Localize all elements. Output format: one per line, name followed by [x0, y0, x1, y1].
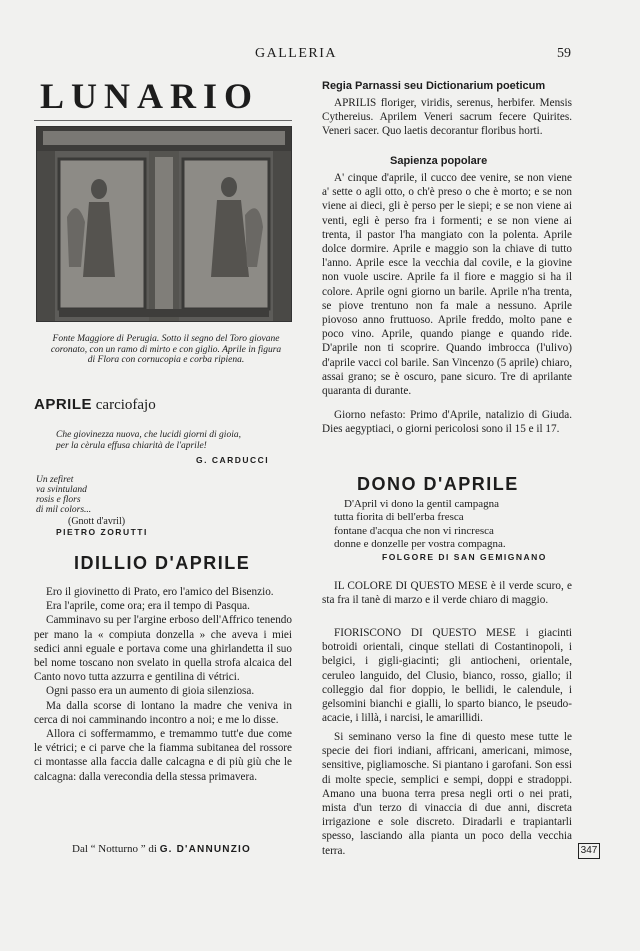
- aprile-subheading: carciofajo: [95, 397, 156, 413]
- running-header: [0, 46, 640, 66]
- giorno-nefasto-paragraph: Giorno nefasto: Primo d'Aprile, natalizio di Giuda. Dies aegyptiaci, o giorni pericolosi sono il 15 e il 17.: [322, 409, 572, 436]
- epigraph-author: G. CARDUCCI: [196, 455, 270, 465]
- aprile-label: APRILE: [34, 396, 93, 413]
- sapienza-heading: Sapienza popolare: [390, 155, 488, 167]
- attribution-prefix: Dal “ Notturno ” di: [72, 843, 157, 855]
- fioriscono-paragraph: FIORISCONO DI QUESTO MESE i giacinti botroidi orientali, cinque stellati di Costantinopoli, i belgici, i gigli-giacinti; gli antiocheni, orientale, ceruleo languido, del Clusio, bianco, rosso, giallo; il colleggio dal fior doppio, le bellidi, le calendule, i gelsomini bianchi e gialli, lo sparto bianco, le pseudo-acacie, i lillà, i narcisi, le amarillidi.: [322, 627, 572, 725]
- aprilis-paragraph: APRILIS floriger, viridis, serenus, herbifer. Mensis Cythereius. Aprilem Veneri sacrum fecere Quirites. Veneri sacer. Quo laetis decorantur floribus horti.: [322, 97, 572, 138]
- paragraph: Ogni passo era un aumento di gioia silenziosa.: [46, 685, 255, 698]
- verse-line: va svintuland: [36, 485, 87, 495]
- idillio-title: IDILLIO D'APRILE: [74, 553, 251, 573]
- verse-line: di mil colors...: [36, 505, 92, 515]
- friulian-verse: [36, 475, 91, 515]
- title-rule: [34, 120, 292, 121]
- page-number: 59: [557, 46, 571, 61]
- paragraph: Camminavo su per l'argine erboso dell'Affrico tenendo per mano la « compiuta donzella » che aveva i miei sedici anni eguale e portava come una ghirlandetta il suo bel nome toscano non svelato in quella strofa alcaica del Canto novo tutta azzurra e gentilina di vétrici.: [34, 614, 292, 684]
- verse-line: rosis e flors: [36, 495, 81, 505]
- epigraph-line: Che giovinezza nuova, che lucidi giorni di gioia,: [56, 430, 241, 440]
- poem-line: tutta fiorita di bell'erba fresca: [334, 511, 464, 524]
- running-title: GALLERIA: [255, 46, 337, 61]
- carducci-epigraph: [56, 430, 292, 452]
- regia-heading: Regia Parnassi seu Dictionarium poeticum: [322, 80, 546, 92]
- verse-line: Un zefiret: [36, 475, 74, 485]
- friulian-source: (Gnott d'avril): [68, 516, 126, 527]
- epigraph-line: per la cèrula effusa chiarità de l'aprile!: [56, 441, 207, 451]
- dono-author: FOLGORE DI SAN GEMIGNANO: [382, 552, 547, 562]
- sapienza-paragraph: A' cinque d'aprile, il cucco dee venire, se non viene a' sette o agli otto, o ch'è preso o che è morto; e se non viene ai dieci, gli è perso per le siepi; e se non viene ai venti, egli è perso fra i formenti; e se non viene ai trenta, il pastor l'ha mangiato con la polenta. Aprile dolce dormire. Aprile e maggio son la chiave di tutto l'anno. Aprile esce la vecchia dal covile, e la giovine non vuole uscire. Aprile fa il fiore e maggio si ha il colore. Aprile ogni giorno un barile. Aprile n'ha trenta, se piove trentuno non fa male a nessuno. Aprile piovoso anno fruttuoso. Aprile freddo, molto pane e poco vino. Aprile, quando piange e quando ride. D'aprile non ti scoprire. Quando imbrocca (l'ulivo) d'aprile vacci col barile. San Vincenzo (5 aprile) chiaro, assai grano; se è oscuro, pane sicuro. Tre di aprilante quaranta di durante.: [322, 172, 572, 398]
- photo-caption: Fonte Maggiore di Perugia. Sotto il segno del Toro giovane coronato, con un ramo di mirto e con giglio. Aprile in figura di Flora con cornucopia e corba ripiena.: [50, 334, 282, 365]
- lunario-title: LUNARIO: [40, 76, 260, 116]
- paragraph: Era l'aprile, come ora; era il tempo di Pasqua.: [46, 600, 250, 613]
- relief-image: [37, 127, 291, 321]
- attribution-author: G. D'ANNUNZIO: [159, 844, 251, 855]
- paragraph: Ero il giovinetto di Prato, ero l'amico del Bisenzio.: [46, 586, 274, 598]
- dono-poem: [334, 498, 574, 552]
- poem-line: donne e donzelle per vostra compagna.: [334, 538, 506, 551]
- paragraph: Allora ci soffermammo, e tremammo tutt'e due come le vétrici; e ci parve che la fiamma subitanea del rossore ci montasse alla faccia dalle calcagna e di più giù che le calcagna: dalla verecondia della stessa primavera.: [34, 728, 292, 783]
- aprile-heading: [34, 396, 156, 414]
- dono-title: DONO D'APRILE: [357, 474, 519, 494]
- poem-line: D'April vi dono la gentil campagna: [344, 498, 500, 510]
- idillio-attribution: [72, 843, 251, 855]
- margin-number-box: 347: [578, 843, 600, 859]
- seminano-paragraph: Si seminano verso la fine di questo mese tutte le specie dei fiori indiani, affricani, americani, mimose, sensitive, pigliamosche. Si piantano i garofani. Son essi di molte specie, semplici e sempi, doppi e stradoppi. Amano una buona terra presa negli orti o nei prati, mista d'un terzo di vinaccia di due anni, discreta irrigazione e sole discreto. Diradarli e trapiantarli spesso, lasciando alla pianta un poco della vecchia terra.: [322, 731, 572, 857]
- paragraph: Ma dalla scorse di lontano la madre che veniva in cerca di noi camminando incontro a noi; e me lo disse.: [34, 699, 292, 726]
- idillio-body: [34, 585, 292, 784]
- poem-line: fontane d'acqua che non vi rincresca: [334, 524, 494, 537]
- friulian-author: PIETRO ZORUTTI: [56, 527, 148, 537]
- colore-paragraph: IL COLORE DI QUESTO MESE è il verde scuro, e sta fra il tanè di marzo e il verde chiaro di maggio.: [322, 580, 572, 607]
- fountain-relief-photo: [36, 126, 292, 322]
